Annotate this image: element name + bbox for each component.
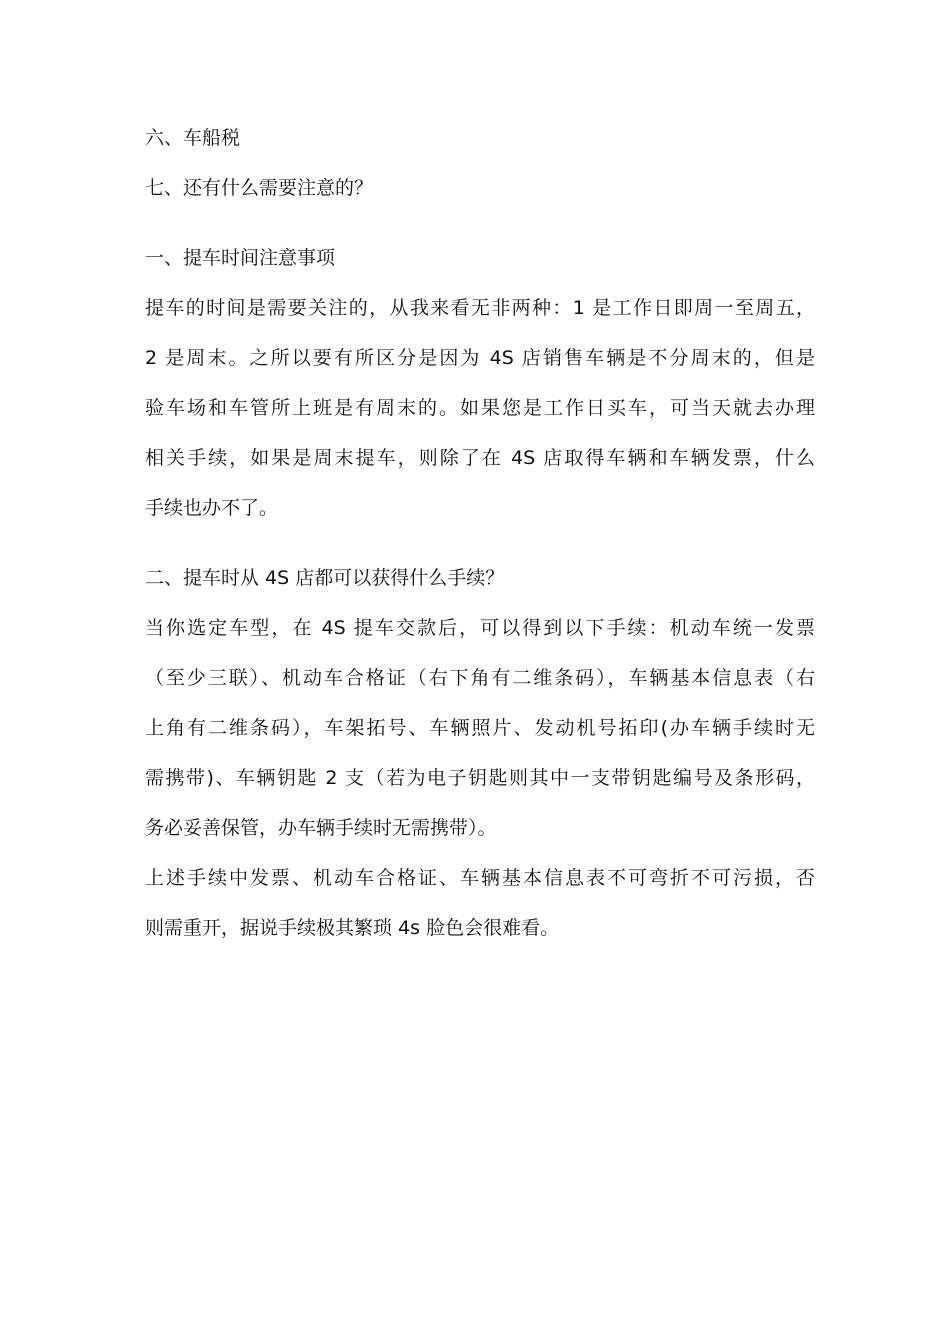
- toc-item-other-notes: 七、还有什么需要注意的？: [145, 177, 374, 199]
- paragraph-line: 提车的时间是需要关注的，从我来看无非两种：1 是工作日即周一至周五，: [145, 297, 815, 319]
- paragraph-line: 务必妥善保管，办车辆手续时无需携带）。: [145, 817, 497, 839]
- paragraph-line: 手续也办不了。: [145, 497, 279, 519]
- paragraph-line: 上述手续中发票、机动车合格证、车辆基本信息表不可弯折不可污损，否: [145, 867, 815, 889]
- paragraph-line: 需携带)、车辆钥匙 2 支（若为电子钥匙则其中一支带钥匙编号及条形码，: [145, 767, 815, 789]
- paragraph-line: 则需重开，据说手续极其繁琐 4s 脸色会很难看。: [145, 917, 560, 939]
- paragraph-line: （至少三联）、机动车合格证（右下角有二维条码），车辆基本信息表（右: [145, 667, 815, 689]
- paragraph-line: 相关手续，如果是周末提车，则除了在 4S 店取得车辆和车辆发票，什么: [145, 447, 815, 469]
- section-heading-pickup-time: 一、提车时间注意事项: [145, 247, 336, 269]
- paragraph-line: 验车场和车管所上班是有周末的。如果您是工作日买车，可当天就去办理: [145, 397, 815, 419]
- toc-item-vehicle-tax: 六、车船税: [145, 127, 241, 149]
- paragraph-line: 上角有二维条码），车架拓号、车辆照片、发动机号拓印(办车辆手续时无: [145, 717, 815, 739]
- paragraph-line: 当你选定车型，在 4S 提车交款后，可以得到以下手续：机动车统一发票: [145, 617, 815, 639]
- paragraph-line: 2 是周末。之所以要有所区分是因为 4S 店销售车辆是不分周末的，但是: [145, 347, 815, 369]
- section-heading-documents: 二、提车时从 4S 店都可以获得什么手续？: [145, 567, 505, 589]
